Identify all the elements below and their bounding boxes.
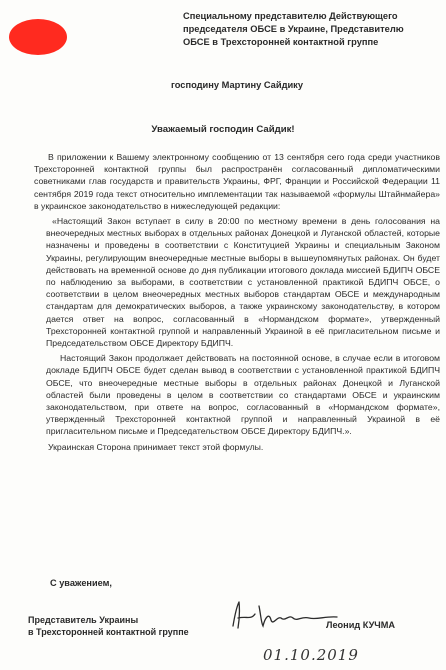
body-paragraph: В приложении к Вашему электронному сообщению от 13 сентября сего года среди участников Трехсторонней контактной группы был распространён согласованный дипломатическими советниками глав государств и правительств Украины, ФРГ, Франции и Российской Федерации 11 сентября 2019 года текст относительно имплементации так называемой «формулы Штайнмайера» в украинское законодательство в нижеследующей редакции:	[34, 152, 440, 211]
salutation: Уважаемый господин Сайдик!	[151, 124, 295, 135]
addressee-line: Специальному представителю Действующего	[183, 11, 398, 21]
quoted-law-paragraph: Настоящий Закон продолжает действовать на постоянной основе, в случае если в итоговом докладе БДИПЧ ОБСЕ будет сделан вывод в соответствии с установленной практикой БДИПЧ ОБСЕ, что внеочередные местные выборы в отдельных районах Донецкой и Луганской областей были проведены в целом в соответствии со стандартами ОБСЕ и украинским законодательством, при ответе на вопрос, согласованный в «Нормандском формате», утвержденный Трехсторонней контактной группой и направленный Украиной в её пригласительном письме и Председательством ОБСЕ Директору БДИПЧ.».	[46, 353, 440, 437]
signatory-title-line: Представитель Украины	[28, 615, 139, 625]
addressee-line: ОБСЕ в Трехсторонней контактной группе	[183, 37, 379, 47]
body-paragraph: Украинская Сторона принимает текст этой формулы.	[48, 441, 264, 452]
addressee-block	[183, 10, 433, 49]
quoted-law-paragraph: «Настоящий Закон вступает в силу в 20:00 по местному времени в день голосования на внеочередных местных выборах в отдельных районах Донецкой и Луганской областей, которые назначены и проведены в соответствии с Конституцией Украины и специальным Законом Украины, регулирующим внеочередные местные выборы в вышеупомянутых районах. Он будет действовать на временной основе до дня публикации итогового доклада миссией БДИПЧ ОБСЕ по наблюдению за выборами, в соответствии с установленной практикой БДИПЧ ОБСЕ, о соответствии в целом внеочередных местных выборов стандартам ОБСЕ и международным стандартам для демократических выборов, а также украинскому законодательству, в котором дается ответ на вопрос, согласованный в «Нормандском формате», утвержденный Трехсторонней контактной группой и направленный Украиной в её пригласительном письме и Председательством ОБСЕ Директору БДИПЧ.	[46, 216, 440, 349]
recipient-name: господину Мартину Сайдику	[171, 80, 304, 90]
signatory-title	[28, 614, 189, 638]
signatory-name: Леонид КУЧМА	[326, 620, 396, 630]
letter-body	[34, 151, 440, 456]
addressee-line: председателя ОБСЕ в Украине, Представителю	[183, 24, 404, 34]
signatory-title-line: в Трехсторонней контактной группе	[28, 627, 189, 637]
handwritten-signature	[225, 596, 345, 636]
closing-phrase: С уважением,	[50, 578, 112, 588]
handwritten-date: 01.10.2019	[263, 646, 359, 664]
redaction-mark	[9, 19, 67, 55]
